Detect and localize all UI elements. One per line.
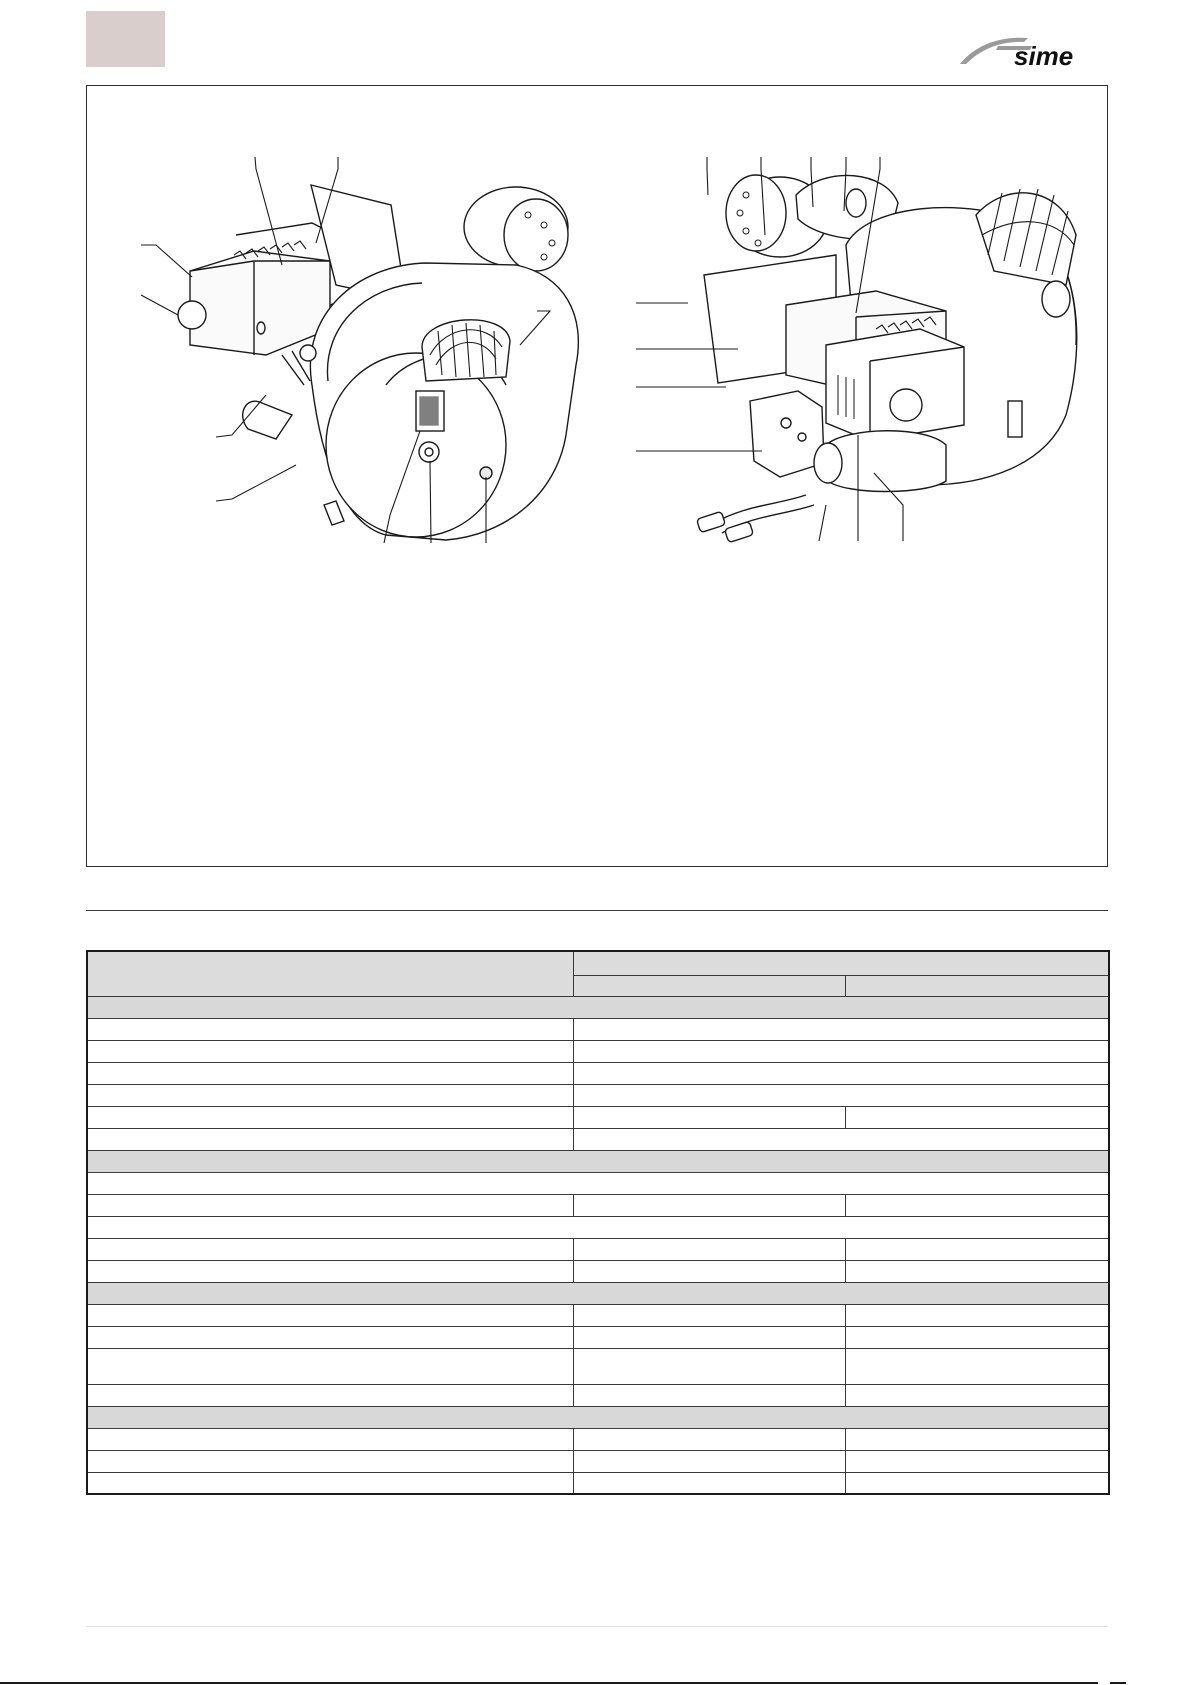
value-cell-b [845, 1194, 1109, 1216]
table-section-row [87, 1282, 1109, 1304]
label-cell [87, 1018, 573, 1040]
section-divider [86, 910, 1108, 911]
value-cell-b [845, 1428, 1109, 1450]
value-cell-b [845, 1260, 1109, 1282]
value-cell-b [845, 1304, 1109, 1326]
value-cell-a [573, 1326, 845, 1348]
table-header-row [87, 951, 1109, 975]
section-cell [87, 1150, 1109, 1172]
label-cell [87, 1040, 573, 1062]
table-row [87, 1062, 1109, 1084]
burner-right-view [636, 157, 1077, 543]
table-row [87, 1238, 1109, 1260]
label-cell [87, 1128, 573, 1150]
burner-left-view [141, 157, 578, 543]
header-model-b-cell [845, 975, 1109, 996]
value-cell-b [845, 1326, 1109, 1348]
header-parameter-cell [87, 951, 573, 996]
technical-data-table [86, 950, 1110, 1495]
value-cell-a [573, 1384, 845, 1406]
table-row [87, 1216, 1109, 1238]
table-row [87, 1384, 1109, 1406]
value-cell-b [845, 1348, 1109, 1384]
table-row [87, 1450, 1109, 1472]
value-cell-b [845, 1450, 1109, 1472]
value-cell-b [845, 1106, 1109, 1128]
table-row [87, 1040, 1109, 1062]
table-row [87, 1106, 1109, 1128]
table-row [87, 1428, 1109, 1450]
table-row [87, 1304, 1109, 1326]
value-cell-a [573, 1450, 845, 1472]
value-cell-a [573, 1260, 845, 1282]
table-row [87, 1472, 1109, 1494]
header-models-cell [573, 951, 1109, 975]
table-row [87, 1194, 1109, 1216]
sime-logo [958, 30, 1108, 72]
label-cell [87, 1472, 573, 1494]
section-cell [87, 1282, 1109, 1304]
label-cell [87, 1238, 573, 1260]
section-cell [87, 996, 1109, 1018]
table-section-row [87, 996, 1109, 1018]
label-cell [87, 1326, 573, 1348]
table-section-row [87, 1150, 1109, 1172]
label-cell [87, 1194, 573, 1216]
corner-tab [86, 11, 165, 67]
label-cell [87, 1348, 573, 1384]
label-cell [87, 1084, 573, 1106]
header-model-a-cell [573, 975, 845, 996]
table-row [87, 1326, 1109, 1348]
table-row [87, 1018, 1109, 1040]
table-row [87, 1260, 1109, 1282]
footer-divider [86, 1626, 1108, 1627]
value-cell-a [573, 1106, 845, 1128]
label-cell [87, 1384, 573, 1406]
value-cell [573, 1018, 1109, 1040]
value-cell-a [573, 1472, 845, 1494]
value-cell-a [573, 1348, 845, 1384]
table-row [87, 1172, 1109, 1194]
value-cell [573, 1062, 1109, 1084]
value-cell [573, 1040, 1109, 1062]
label-cell [87, 1260, 573, 1282]
value-cell-b [845, 1472, 1109, 1494]
table-section-row [87, 1406, 1109, 1428]
value-cell-a [573, 1428, 845, 1450]
table-row [87, 1128, 1109, 1150]
page-number-mark [1110, 1682, 1126, 1684]
table-row [87, 1084, 1109, 1106]
subheading-cell [87, 1216, 1109, 1238]
value-cell-a [573, 1238, 845, 1260]
value-cell-a [573, 1194, 845, 1216]
value-cell-b [845, 1238, 1109, 1260]
label-cell [87, 1450, 573, 1472]
label-cell [87, 1106, 573, 1128]
page-bottom-rule [0, 1682, 1098, 1684]
value-cell-a [573, 1304, 845, 1326]
subheading-cell [87, 1172, 1109, 1194]
value-cell [573, 1084, 1109, 1106]
label-cell [87, 1428, 573, 1450]
burner-illustrations [86, 85, 1108, 867]
svg-text:sime: sime [1014, 41, 1074, 71]
table-row [87, 1348, 1109, 1384]
label-cell [87, 1062, 573, 1084]
value-cell-b [845, 1384, 1109, 1406]
label-cell [87, 1304, 573, 1326]
value-cell [573, 1128, 1109, 1150]
section-cell [87, 1406, 1109, 1428]
